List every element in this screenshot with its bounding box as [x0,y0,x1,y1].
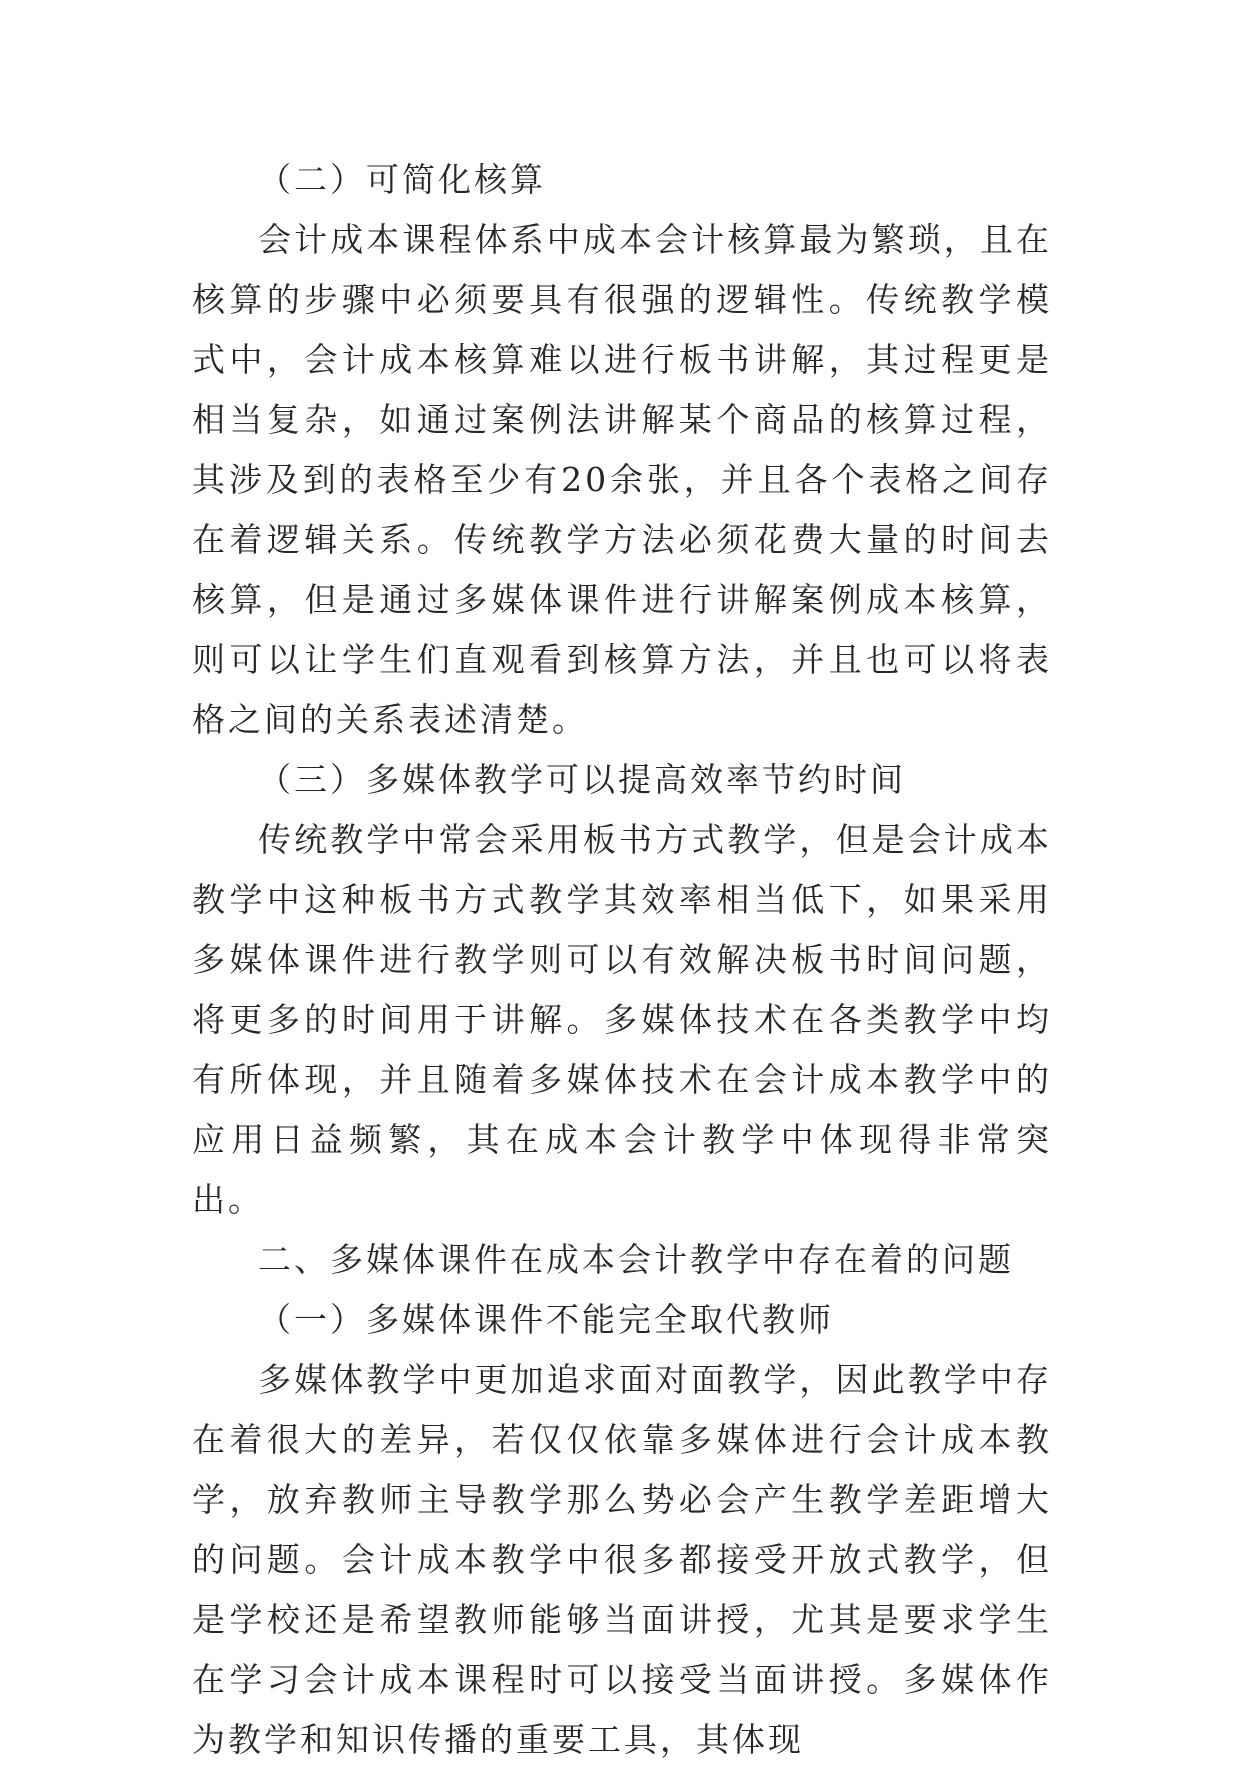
section-heading-efficiency: （三）多媒体教学可以提高效率节约时间 [258,760,906,799]
document-body [192,150,1052,1770]
paragraph-cannot-replace-teacher: 多媒体教学中更加追求面对面教学，因此教学中存在着很大的差异，若仅仅依靠多媒体进行会计成本教学，放弃教师主导教学那么势必会产生教学差距增大的问题。会计成本教学中很多都接受开放式教学，但是学校还是希望教师能够当面讲授，尤其是要求学生在学习会计成本课程时可以接受当面讲授。多媒体作为教学和知识传播的重要工具，其体现 [192,1360,1052,1759]
section-heading-cannot-replace-teacher: （一）多媒体课件不能完全取代教师 [258,1300,834,1339]
chapter-heading-problems: 二、多媒体课件在成本会计教学中存在着的问题 [258,1240,1014,1279]
paragraph-efficiency: 传统教学中常会采用板书方式教学，但是会计成本教学中这种板书方式教学其效率相当低下，如果采用多媒体课件进行教学则可以有效解决板书时间问题，将更多的时间用于讲解。多媒体技术在各类教学中均有所体现，并且随着多媒体技术在会计成本教学中的应用日益频繁，其在成本会计教学中体现得非常突出。 [192,820,1052,1219]
paragraph-simplified-accounting: 会计成本课程体系中成本会计核算最为繁琐，且在核算的步骤中必须要具有很强的逻辑性。传统教学模式中，会计成本核算难以进行板书讲解，其过程更是相当复杂，如通过案例法讲解某个商品的核算过程，其涉及到的表格至少有20余张，并且各个表格之间存在着逻辑关系。传统教学方法必须花费大量的时间去核算，但是通过多媒体课件进行讲解案例成本核算，则可以让学生们直观看到核算方法，并且也可以将表格之间的关系表述清楚。 [192,220,1052,739]
section-heading-simplified-accounting: （二）可简化核算 [258,160,546,199]
